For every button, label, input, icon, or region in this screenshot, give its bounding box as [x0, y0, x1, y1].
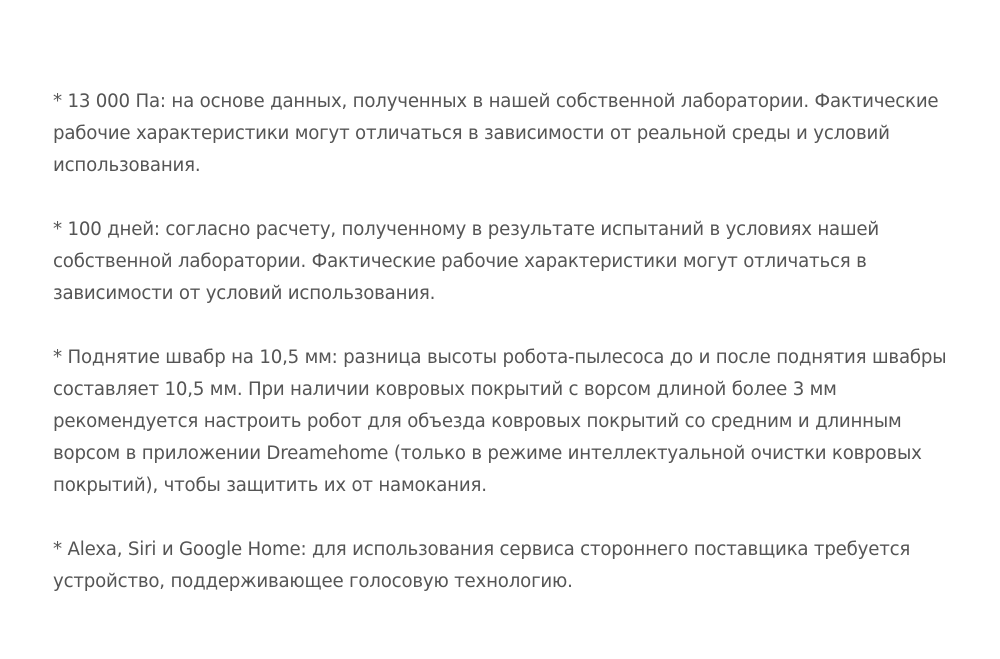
footnote-100-days — [53, 214, 953, 310]
footnote-line: покрытий), чтобы защитить их от намокания. — [53, 475, 487, 496]
footnote-line: ворсом в приложении Dreamehome (только в режиме интеллектуальной очистки ковровых — [53, 443, 922, 464]
footnote-line: собственной лаборатории. Фактические рабочие характеристики могут отличаться в — [53, 251, 867, 272]
footnote-line: рекомендуется настроить робот для объезда ковровых покрытий со средним и длинным — [53, 411, 902, 432]
footnotes-section — [53, 86, 953, 598]
footnote-line: устройство, поддерживающее голосовую технологию. — [53, 571, 573, 592]
footnote-line: * 100 дней: согласно расчету, полученному в результате испытаний в условиях нашей — [53, 219, 880, 240]
footnote-line: использования. — [53, 155, 201, 176]
footnote-line: зависимости от условий использования. — [53, 283, 436, 304]
footnote-line: * Alexa, Siri и Google Home: для использования сервиса стороннего поставщика требуется — [53, 539, 911, 560]
footnote-line: рабочие характеристики могут отличаться в зависимости от реальной среды и условий — [53, 123, 890, 144]
footnote-line: * 13 000 Па: на основе данных, полученных в нашей собственной лаборатории. Фактические — [53, 91, 939, 112]
footnote-line: составляет 10,5 мм. При наличии ковровых покрытий с ворсом длиной более 3 мм — [53, 379, 837, 400]
footnote-suction-power — [53, 86, 953, 182]
footnote-line: * Поднятие швабр на 10,5 мм: разница высоты робота-пылесоса до и после поднятия швабры — [53, 347, 947, 368]
footnote-mop-lift — [53, 342, 953, 502]
footnote-voice-assistants — [53, 534, 953, 598]
